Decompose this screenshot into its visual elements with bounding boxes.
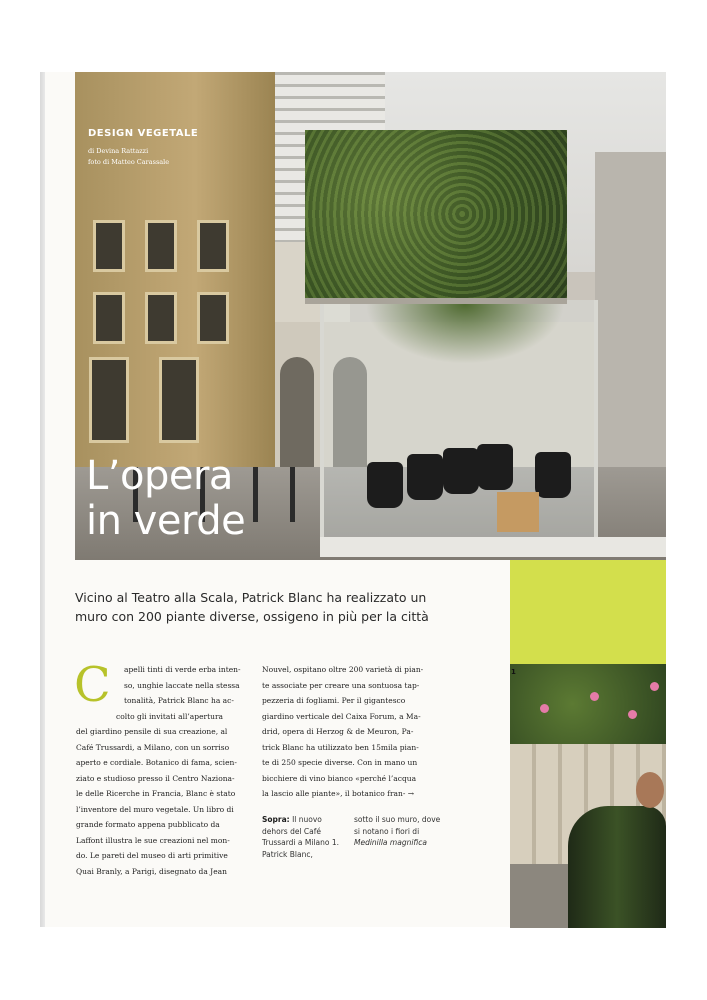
- vertical-garden-detail: [510, 664, 666, 744]
- chair: [407, 454, 443, 500]
- window: [145, 292, 177, 344]
- shop-door: [159, 357, 199, 443]
- credits: [88, 146, 169, 168]
- pavilion-floor: [320, 537, 666, 557]
- head: [636, 772, 664, 808]
- photo-number: 1: [511, 668, 516, 676]
- text-line: le delle Ricerche in Francia, Blanc è stato: [76, 789, 236, 798]
- window: [93, 220, 125, 272]
- text-line: giardino verticale del Caixa Forum, a Ma-: [262, 711, 421, 721]
- photo-credit: foto di Matteo Carassale: [88, 158, 170, 166]
- drop-cap: C: [74, 657, 111, 713]
- text-line: Quai Branly, a Parigi, disegnato da Jean: [76, 866, 227, 876]
- body-column-1: [74, 657, 250, 879]
- caption-italic: Medinilla magnifica: [354, 838, 427, 847]
- body-column-2: [262, 662, 440, 802]
- portrait-photo: [510, 664, 666, 928]
- subtitle-line: muro con 200 piante diverse, ossigeno in più per la città: [75, 609, 429, 624]
- chair: [535, 452, 571, 498]
- window: [145, 220, 177, 272]
- chair: [443, 448, 479, 494]
- text-line: tonalità, Patrick Blanc ha ac-: [124, 696, 234, 705]
- flower: [628, 710, 637, 719]
- patrick-blanc: [568, 806, 666, 928]
- section-kicker: DESIGN VEGETALE: [88, 128, 199, 139]
- author-credit: di Devina Rattazzi: [88, 147, 149, 155]
- article-subtitle: [75, 588, 515, 626]
- text-line: trick Blanc ha utilizzato ben 15mila pian-: [262, 742, 419, 752]
- wooden-bench: [497, 492, 539, 532]
- vertical-garden: [305, 130, 567, 304]
- photo-caption-continued: [354, 814, 442, 849]
- text-line: del giardino pensile di sua creazione, al: [76, 727, 228, 736]
- window: [197, 292, 229, 344]
- arch: [280, 357, 314, 467]
- text-line: te associate per creare una sontuosa tap-: [262, 680, 420, 690]
- text-line: drid, opera di Herzog & de Meuron, Pa-: [262, 727, 414, 736]
- text-line: ziato e studioso presso il Centro Naziona-: [76, 773, 235, 783]
- text-line: Laffont illustra le sue creazioni nel mon-: [76, 835, 230, 845]
- text-line: l’inventore del muro vegetale. Un libro di: [76, 804, 234, 814]
- flower: [540, 704, 549, 713]
- chair: [367, 462, 403, 508]
- text-line: Nouvel, ospitano oltre 200 varietà di pian-: [262, 665, 424, 674]
- text-line: colto gli invitati all’apertura: [116, 711, 224, 721]
- caption-text: sotto il suo muro, dove si notano i fiori di: [354, 815, 441, 836]
- text-line: pezzeria di fogliami. Per il gigantesco: [262, 696, 406, 705]
- text-line: te di 250 specie diverse. Con in mano un: [262, 758, 418, 767]
- caption-text: Il nuovo dehors del Café Trussardi a Milano 1. Patrick Blanc,: [262, 815, 340, 859]
- flower: [590, 692, 599, 701]
- title-line: in verde: [86, 498, 246, 544]
- text-line: do. Le pareti del museo di arti primitive: [76, 851, 228, 860]
- text-line: so, unghie laccate nella stessa: [124, 680, 240, 690]
- subtitle-line: Vicino al Teatro alla Scala, Patrick Blanc ha realizzato un: [75, 590, 427, 605]
- text-line: Café Trussardi, a Milano, con un sorriso: [76, 742, 230, 752]
- title-line: L’opera: [86, 453, 233, 499]
- photo-caption: [262, 814, 346, 860]
- text-line: aperto e cordiale. Botanico di fama, scien-: [76, 758, 237, 767]
- flower: [650, 682, 659, 691]
- caption-label: Sopra:: [262, 815, 290, 824]
- right-building: [595, 152, 666, 482]
- color-block: [510, 560, 666, 664]
- text-line: bicchiere di vino bianco «perché l’acqua: [262, 773, 417, 783]
- article-title: [86, 454, 245, 544]
- text-line: apelli tinti di verde erba inten-: [124, 665, 241, 674]
- shop-door: [89, 357, 129, 443]
- hanging-plants: [365, 304, 565, 364]
- window: [197, 220, 229, 272]
- chair: [477, 444, 513, 490]
- window: [93, 292, 125, 344]
- text-line: la lascio alle piante», il botanico fran- →: [262, 789, 415, 798]
- text-line: grande formato appena pubblicato da: [76, 820, 220, 829]
- bollard: [290, 467, 295, 522]
- bollard: [253, 467, 258, 522]
